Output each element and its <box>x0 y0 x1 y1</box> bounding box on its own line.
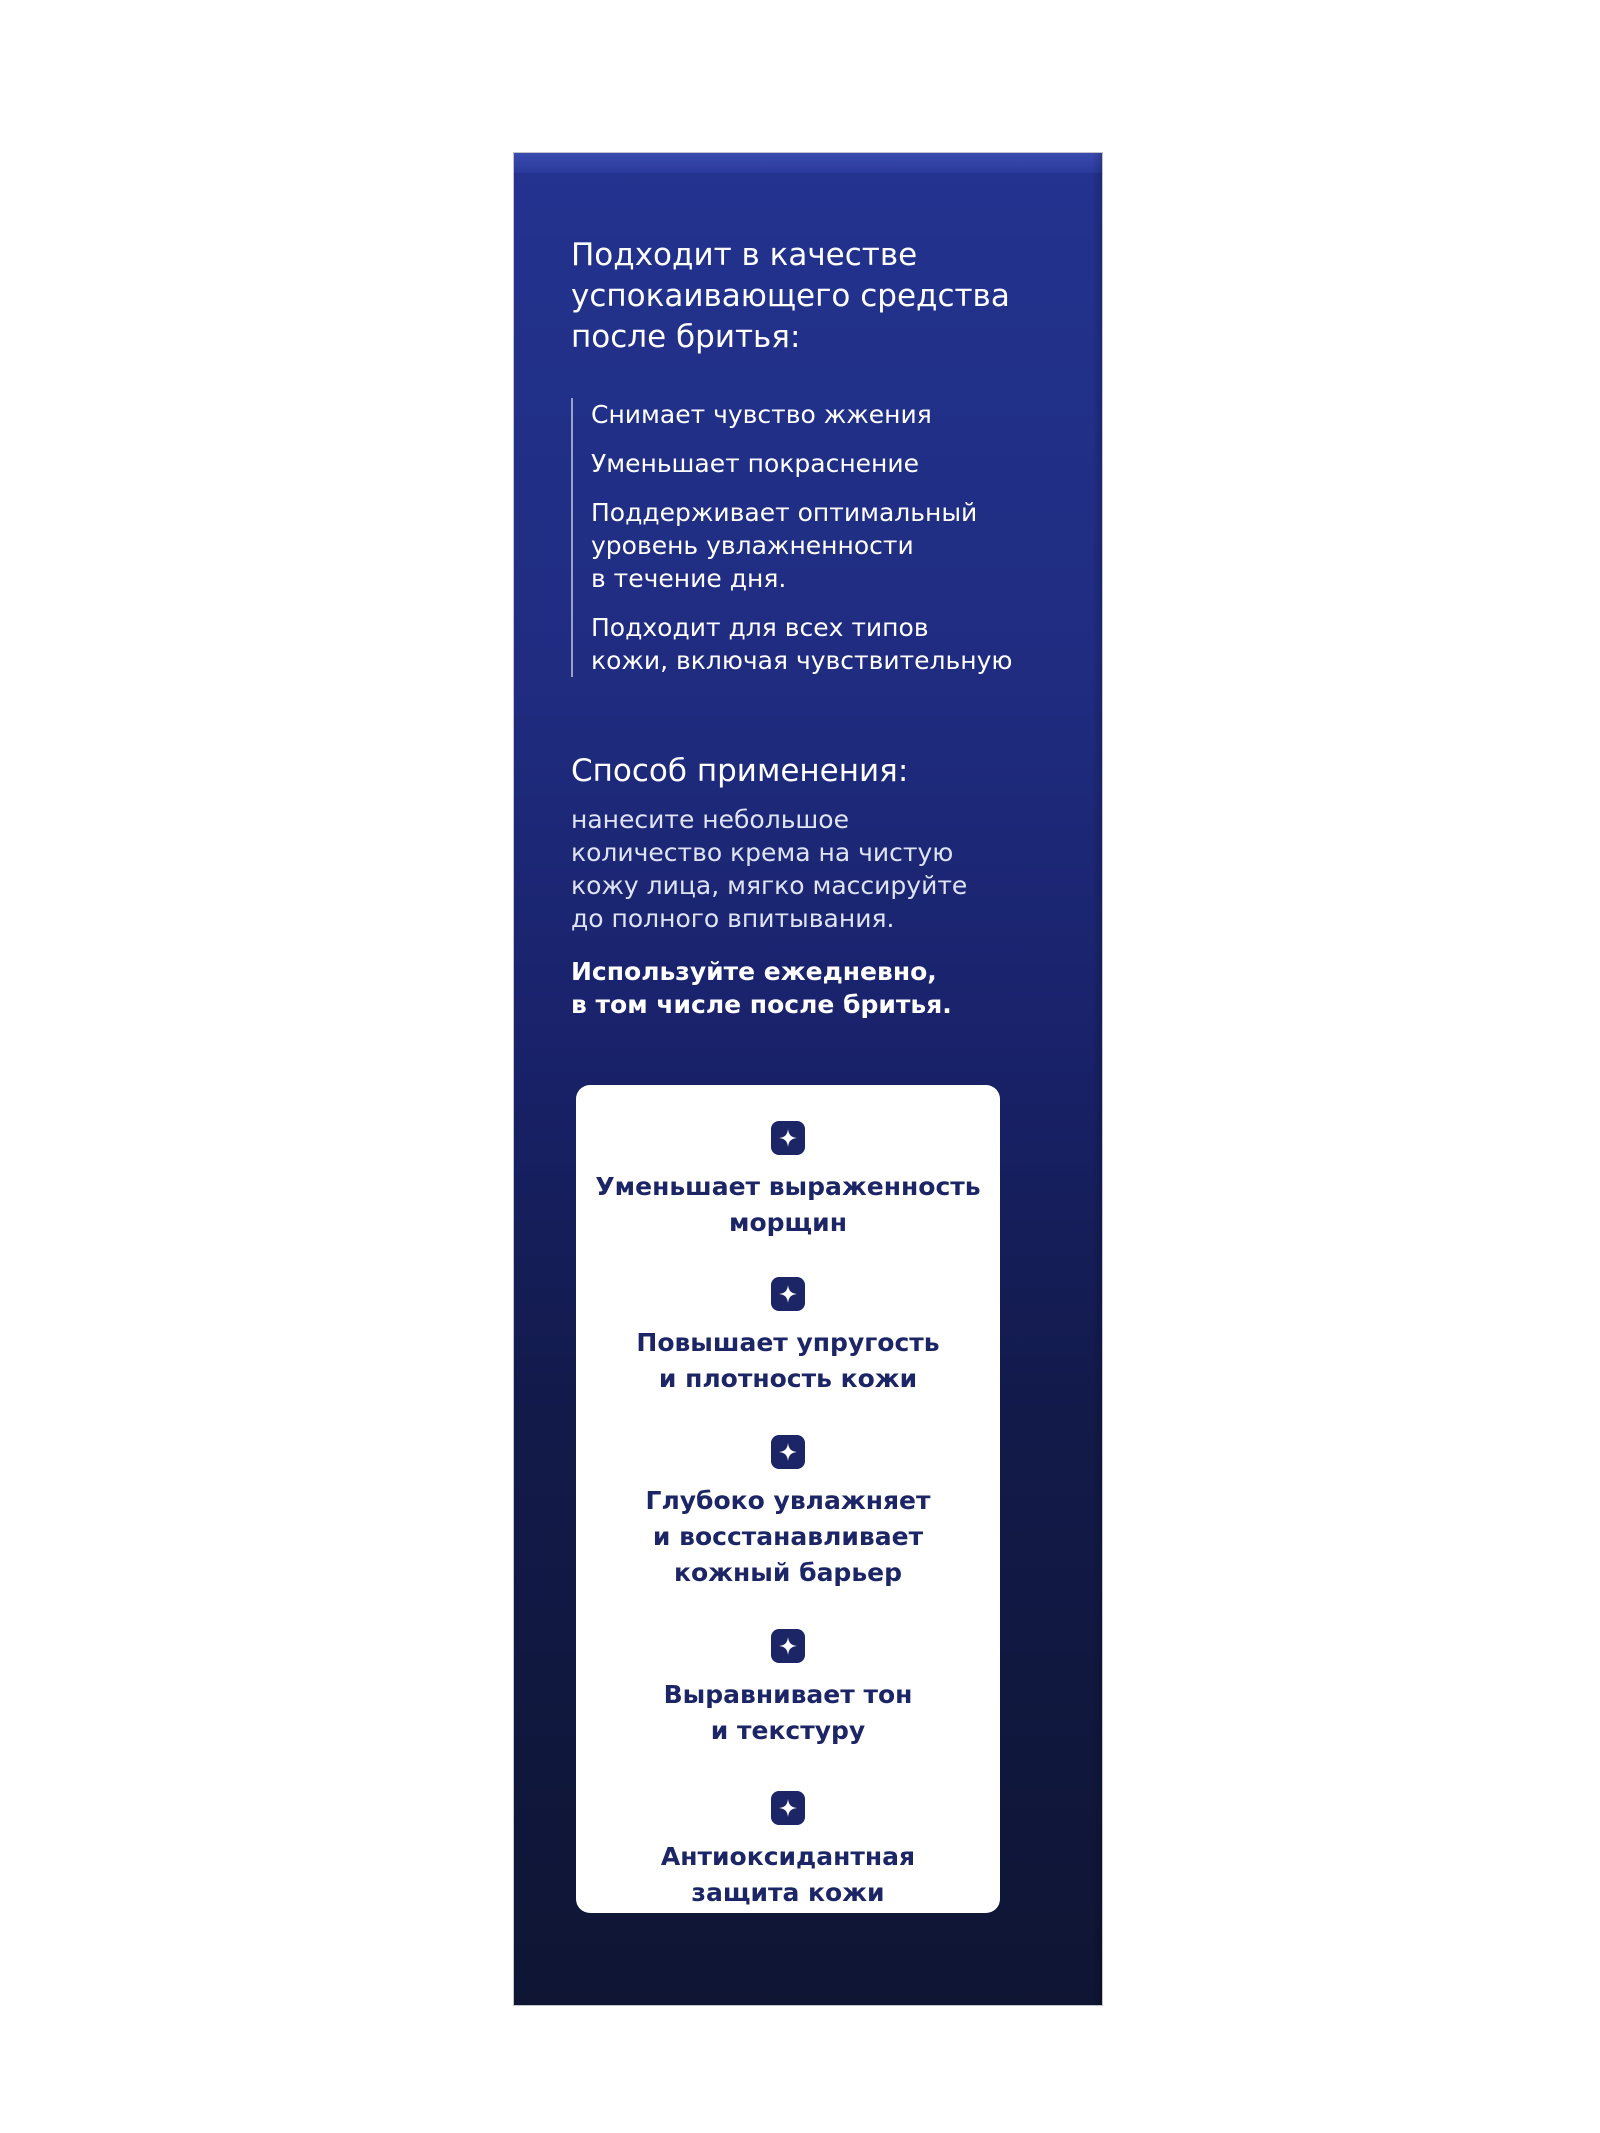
usage-bold-line: Используйте ежедневно, <box>571 957 937 986</box>
sparkle-icon <box>771 1629 805 1663</box>
feature-line: и плотность кожи <box>658 1364 918 1393</box>
usage-recommendation <box>571 955 1051 1021</box>
feature-label <box>576 1169 1000 1241</box>
feature-line: морщин <box>729 1208 847 1237</box>
usage-bold-line: в том числе после бритья. <box>571 990 952 1019</box>
feature-line: и текстуру <box>710 1716 866 1745</box>
benefit-item <box>591 611 1101 677</box>
sparkle-icon <box>771 1435 805 1469</box>
feature-item <box>576 1791 1000 1911</box>
benefit-item <box>591 496 1101 595</box>
feature-line: Уменьшает выраженность <box>595 1172 981 1201</box>
sparkle-icon <box>771 1277 805 1311</box>
feature-line: Глубоко увлажняет <box>645 1486 931 1515</box>
suitability-title-line: успокаивающего средства <box>571 278 1010 314</box>
feature-item <box>576 1435 1000 1591</box>
benefit-line: уровень увлажненности <box>591 531 914 560</box>
benefit-item <box>591 447 1101 480</box>
usage-instructions <box>571 803 1051 935</box>
feature-line: защита кожи <box>691 1878 885 1907</box>
benefit-item <box>591 398 1101 431</box>
feature-item <box>576 1629 1000 1749</box>
usage-line: количество крема на чистую <box>571 838 954 867</box>
product-box <box>514 153 1102 2005</box>
suitability-title-line: Подходит в качестве <box>571 237 918 273</box>
usage-line: нанесите небольшое <box>571 805 849 834</box>
benefit-line: Подходит для всех типов <box>591 613 929 642</box>
feature-line: Выравнивает тон <box>663 1680 913 1709</box>
feature-item <box>576 1277 1000 1397</box>
sparkle-icon <box>771 1791 805 1825</box>
benefit-line: в течение дня. <box>591 564 787 593</box>
feature-label <box>576 1483 1000 1591</box>
benefits-list <box>571 398 1101 677</box>
feature-label <box>576 1677 1000 1749</box>
benefit-line: Снимает чувство жжения <box>591 400 932 429</box>
feature-line: Повышает упругость <box>636 1328 940 1357</box>
usage-line: кожу лица, мягко массируйте <box>571 871 968 900</box>
sparkle-icon <box>771 1121 805 1155</box>
benefit-line: кожи, включая чувствительную <box>591 646 1013 675</box>
feature-line: кожный барьер <box>673 1558 902 1587</box>
feature-line: Антиоксидантная <box>660 1842 916 1871</box>
feature-label <box>576 1325 1000 1397</box>
benefit-line: Уменьшает покраснение <box>591 449 920 478</box>
suitability-title-line: после бритья: <box>571 319 801 355</box>
feature-item <box>576 1121 1000 1241</box>
benefit-line: Поддерживает оптимальный <box>591 498 978 527</box>
usage-title: Способ применения: <box>571 753 909 789</box>
box-lid <box>514 153 1102 173</box>
suitability-title <box>571 235 1091 358</box>
feature-line: и восстанавливает <box>652 1522 924 1551</box>
feature-label <box>576 1839 1000 1911</box>
usage-line: до полного впитывания. <box>571 904 895 933</box>
features-card <box>576 1085 1000 1913</box>
